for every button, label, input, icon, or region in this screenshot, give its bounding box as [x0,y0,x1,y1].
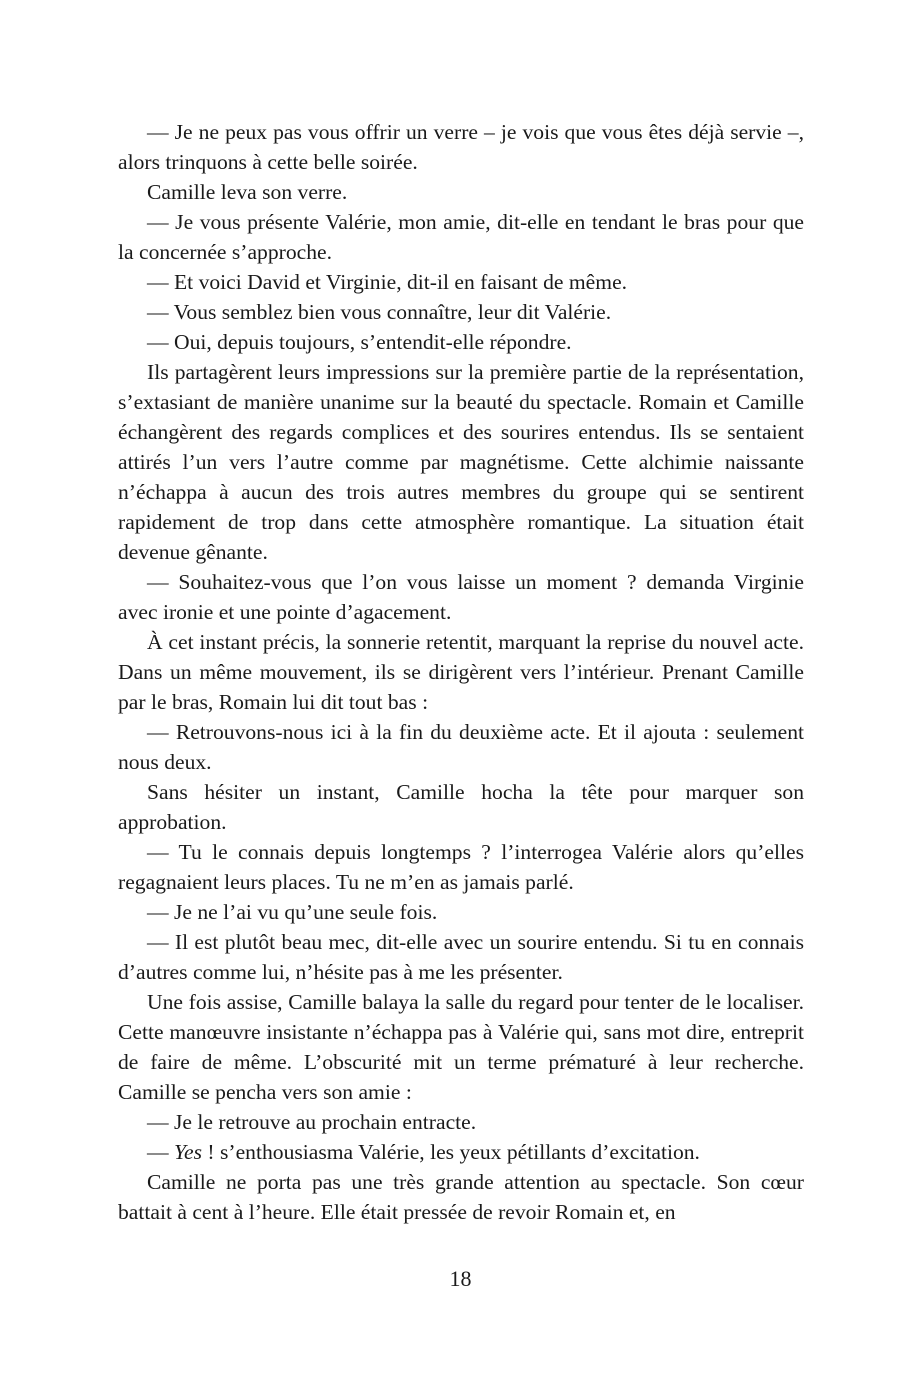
paragraph: — Oui, depuis toujours, s’entendit-elle répondre. [147,330,572,354]
paragraph: Sans hésiter un instant, Camille hocha la tête pour marquer son approbation. [118,780,804,834]
italic-word: Yes [174,1140,203,1164]
paragraph: — Je ne l’ai vu qu’une seule fois. [147,900,438,924]
paragraph: — Tu le connais depuis longtemps ? l’interrogea Valérie alors qu’elles regagnaient leurs places. Tu ne m’en as jamais parlé. [118,840,804,894]
paragraph: — Je vous présente Valérie, mon amie, dit-elle en tendant le bras pour que la concernée s’approche. [118,210,804,264]
paragraph: Ils partagèrent leurs impressions sur la première partie de la représentation, s’extasiant de manière unanime sur la beauté du spectacle. Romain et Camille échangèrent des regards complices et des sourires entendus. Ils se sentaient attirés l’un vers l’autre comme par magnétisme. Cette alchimie naissante n’échappa à aucun des trois autres membres du groupe qui se sentirent rapidement de trop dans cette atmosphère romantique. La situation était devenue gênante. [118,360,804,564]
paragraph: — Il est plutôt beau mec, dit-elle avec un sourire entendu. Si tu en connais d’autres comme lui, n’hésite pas à me les présenter. [118,930,804,984]
paragraph: À cet instant précis, la sonnerie retentit, marquant la reprise du nouvel acte. Dans un même mouvement, ils se dirigèrent vers l’intérieur. Prenant Camille par le bras, Romain lui dit tout bas : [118,630,804,714]
paragraph: — Souhaitez-vous que l’on vous laisse un moment ? demanda Virginie avec ironie et une pointe d’agacement. [118,570,804,624]
paragraph: — Et voici David et Virginie, dit-il en faisant de même. [147,270,628,294]
dialogue-dash: — [147,1140,174,1164]
paragraph-yes [118,1137,804,1167]
paragraph: Camille leva son verre. [147,180,348,204]
paragraph: — Je ne peux pas vous offrir un verre – je vois que vous êtes déjà servie –, alors trinquons à cette belle soirée. [118,120,804,174]
paragraph: Une fois assise, Camille balaya la salle du regard pour tenter de le localiser. Cette manœuvre insistante n’échappa pas à Valérie qui, sans mot dire, entreprit de faire de même. L’obscurité mit un terme prématuré à leur recherche. Camille se pencha vers son amie : [118,990,804,1104]
paragraph: — Je le retrouve au prochain entracte. [147,1110,477,1134]
paragraph: — Vous semblez bien vous connaître, leur dit Valérie. [147,300,612,324]
paragraph: — Retrouvons-nous ici à la fin du deuxième acte. Et il ajouta : seulement nous deux. [118,720,804,774]
body-text [118,117,804,1227]
dialogue-rest: ! s’enthousiasma Valérie, les yeux pétillants d’excitation. [202,1140,700,1164]
paragraph-last: Camille ne porta pas une très grande attention au spectacle. Son cœur battait à cent à l’heure. Elle était pressée de revoir Romain et, en [118,1170,804,1224]
page-number: 18 [449,1266,472,1291]
